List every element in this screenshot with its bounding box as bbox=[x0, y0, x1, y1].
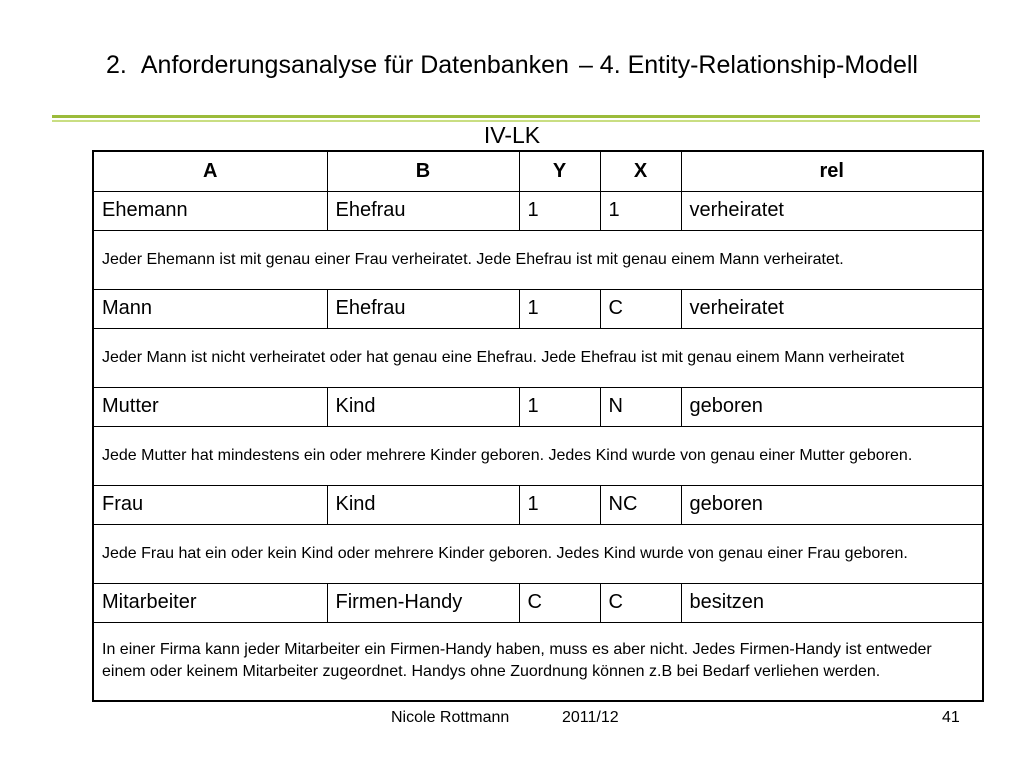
description-row bbox=[93, 426, 983, 485]
cell-b: Firmen-Handy bbox=[327, 583, 519, 622]
cell-rel: besitzen bbox=[681, 583, 983, 622]
description-row bbox=[93, 328, 983, 387]
cell-a: Ehemann bbox=[93, 191, 327, 230]
cell-rel: verheiratet bbox=[681, 289, 983, 328]
cell-x: C bbox=[600, 289, 681, 328]
cell-b: Ehefrau bbox=[327, 289, 519, 328]
footer-period: 2011/12 bbox=[562, 709, 619, 726]
header-x: X bbox=[600, 151, 681, 191]
cell-y: 1 bbox=[519, 289, 600, 328]
table-row bbox=[93, 583, 983, 622]
table-header-row bbox=[93, 151, 983, 191]
row-description: Jede Mutter hat mindestens ein oder mehrere Kinder geboren. Jedes Kind wurde von genau einer Mutter geboren. bbox=[93, 426, 983, 485]
relationship-table bbox=[92, 150, 984, 702]
description-row bbox=[93, 524, 983, 583]
slide-title bbox=[60, 50, 964, 81]
cell-rel: geboren bbox=[681, 387, 983, 426]
cell-y: 1 bbox=[519, 387, 600, 426]
cell-a: Mann bbox=[93, 289, 327, 328]
cell-a: Mutter bbox=[93, 387, 327, 426]
cell-a: Mitarbeiter bbox=[93, 583, 327, 622]
cell-x: N bbox=[600, 387, 681, 426]
header-a: A bbox=[93, 151, 327, 191]
footer-author: Nicole Rottmann bbox=[391, 709, 510, 726]
table-row bbox=[93, 485, 983, 524]
cell-rel: geboren bbox=[681, 485, 983, 524]
cell-a: Frau bbox=[93, 485, 327, 524]
table-row bbox=[93, 387, 983, 426]
cell-x: NC bbox=[600, 485, 681, 524]
row-description: In einer Firma kann jeder Mitarbeiter ein Firmen-Handy haben, muss es aber nicht. Jedes Firmen-Handy ist entweder einem oder keinem Mitarbeiter zugeordnet. Handys ohne Zuordnung können z.B bei Bedarf verliehen werden. bbox=[93, 622, 983, 701]
description-row bbox=[93, 230, 983, 289]
title-part2: – 4. Entity-Relationship-Modell bbox=[578, 51, 918, 79]
cell-x: C bbox=[600, 583, 681, 622]
cell-y: C bbox=[519, 583, 600, 622]
description-row bbox=[93, 622, 983, 701]
cell-b: Kind bbox=[327, 485, 519, 524]
title-divider-dark bbox=[52, 115, 980, 118]
cell-y: 1 bbox=[519, 191, 600, 230]
header-rel: rel bbox=[681, 151, 983, 191]
cell-x: 1 bbox=[600, 191, 681, 230]
page-number: 41 bbox=[942, 709, 960, 726]
cell-rel: verheiratet bbox=[681, 191, 983, 230]
row-description: Jeder Mann ist nicht verheiratet oder hat genau eine Ehefrau. Jede Ehefrau ist mit genau einem Mann verheiratet bbox=[93, 328, 983, 387]
title-part1: Anforderungsanalyse für Datenbanken bbox=[140, 51, 569, 79]
table-row bbox=[93, 289, 983, 328]
cell-y: 1 bbox=[519, 485, 600, 524]
cell-b: Ehefrau bbox=[327, 191, 519, 230]
header-y: Y bbox=[519, 151, 600, 191]
row-description: Jeder Ehemann ist mit genau einer Frau verheiratet. Jede Ehefrau ist mit genau einem Mann verheiratet. bbox=[93, 230, 983, 289]
header-b: B bbox=[327, 151, 519, 191]
title-number: 2. bbox=[106, 51, 127, 79]
cell-b: Kind bbox=[327, 387, 519, 426]
row-description: Jede Frau hat ein oder kein Kind oder mehrere Kinder geboren. Jedes Kind wurde von genau einer Frau geboren. bbox=[93, 524, 983, 583]
table-row bbox=[93, 191, 983, 230]
slide-subtitle: IV-LK bbox=[483, 122, 541, 148]
